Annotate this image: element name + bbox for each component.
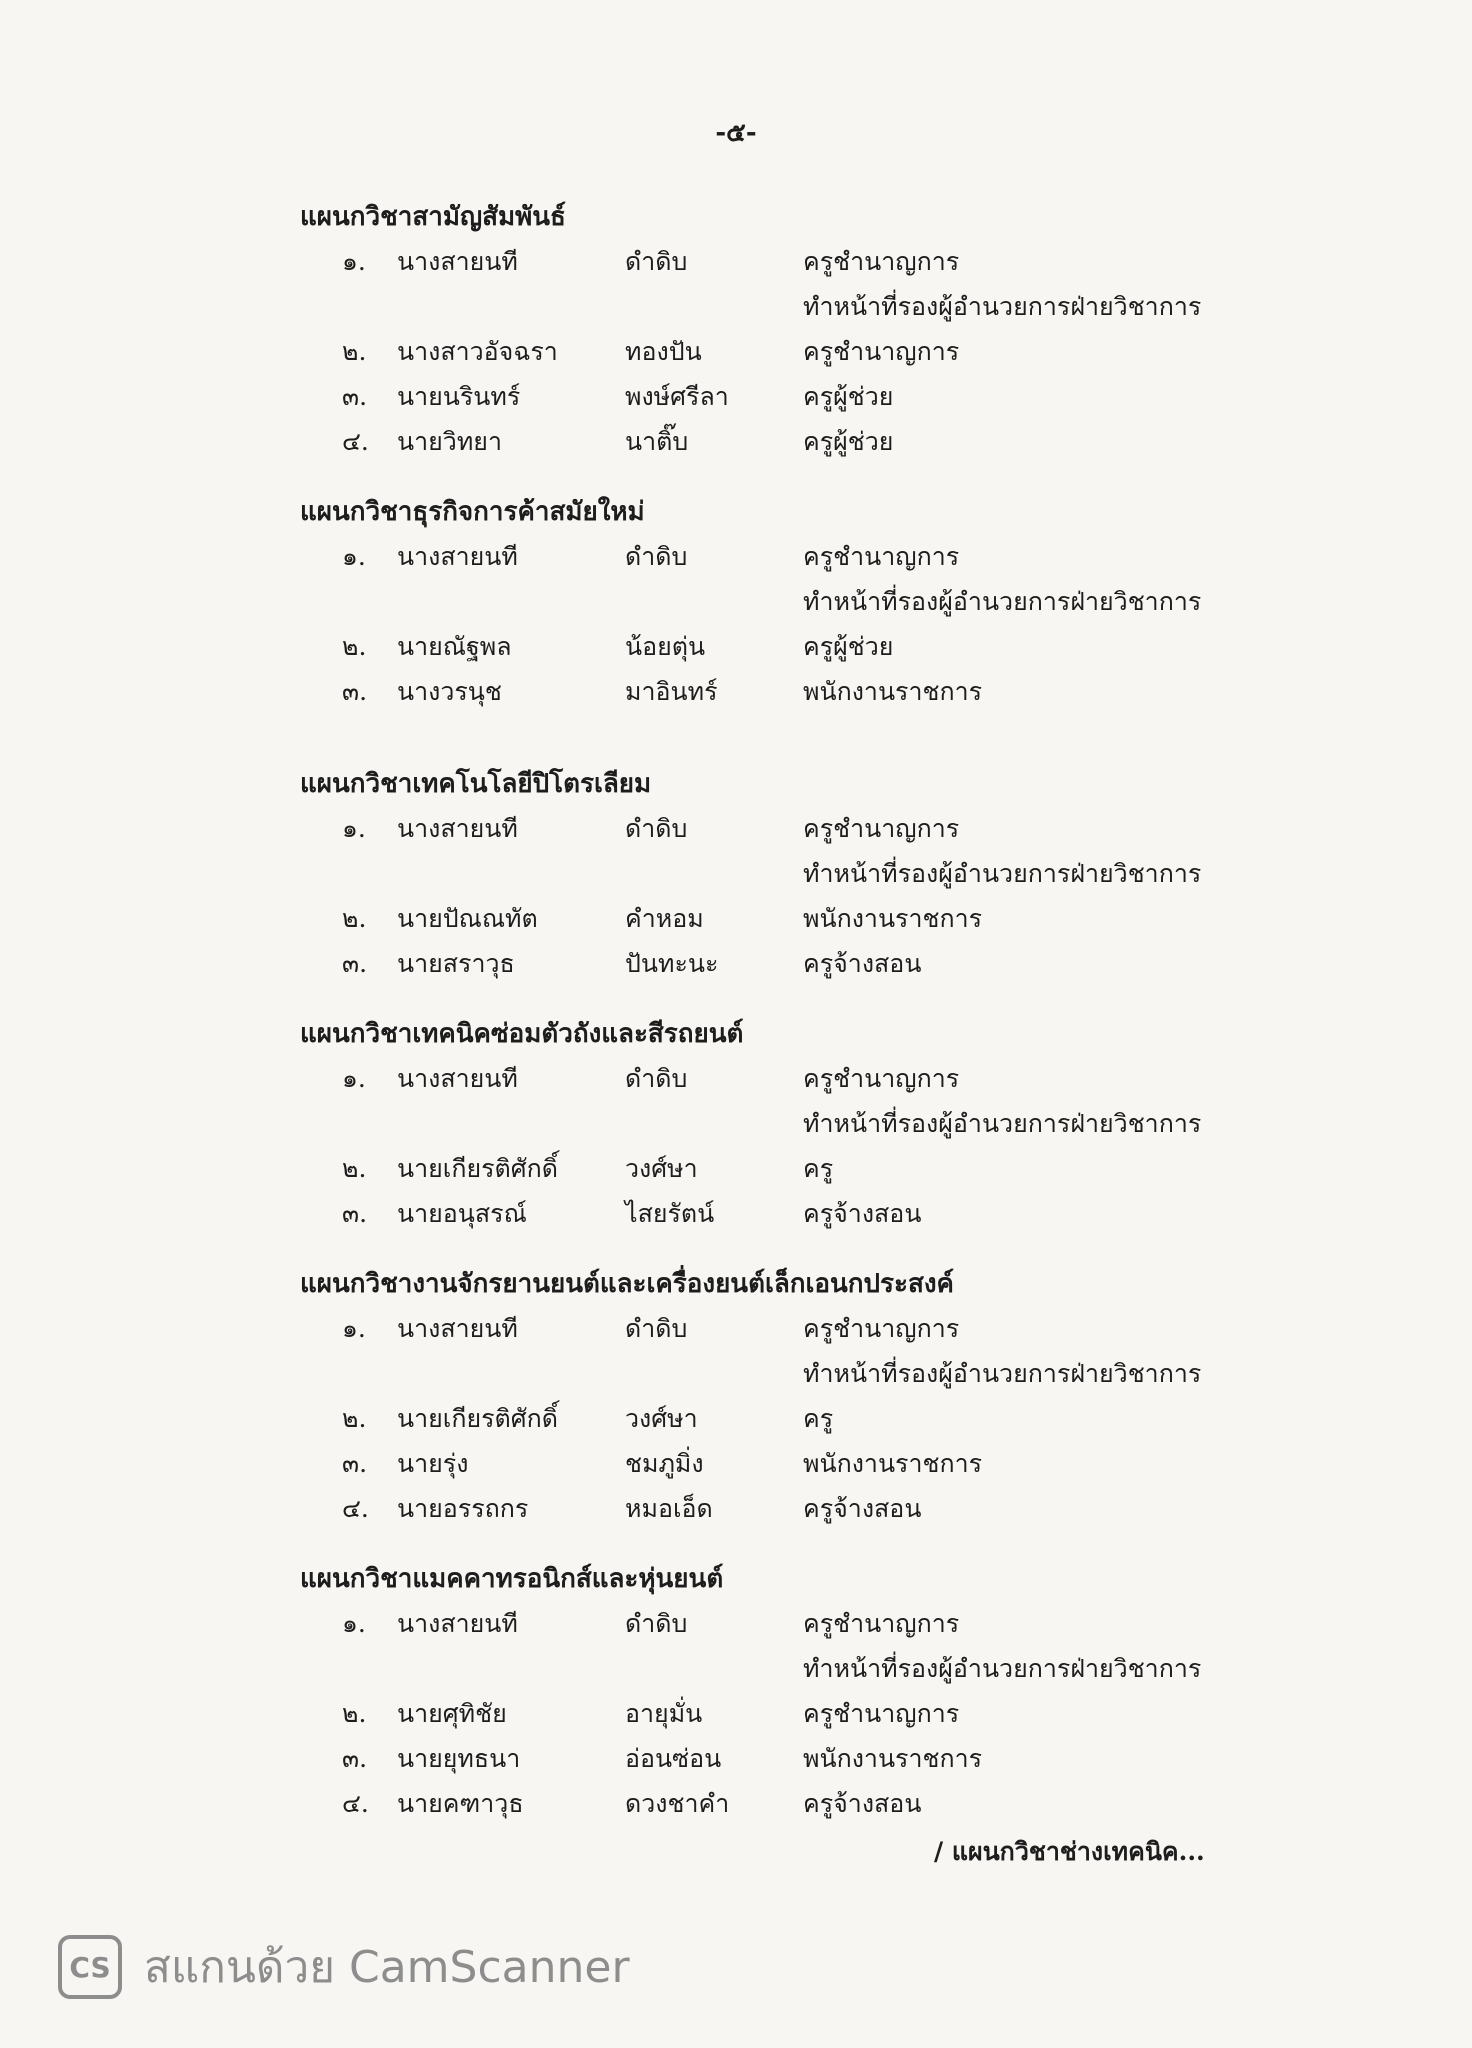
- member-last-name: ทองปัน: [625, 337, 702, 366]
- member-position: ครูผู้ช่วย: [803, 632, 894, 661]
- member-row: [300, 896, 1280, 941]
- member-position: ครูชำนาญการ: [803, 247, 960, 276]
- member-last-name: หมอเอ็ด: [625, 1494, 713, 1523]
- member-last-name: อ่อนซ่อน: [625, 1744, 722, 1773]
- member-number: ๑.: [342, 1609, 366, 1638]
- member-number: ๒.: [342, 904, 367, 933]
- member-number: ๓.: [342, 1449, 368, 1478]
- member-last-name: ดำดิบ: [625, 542, 688, 571]
- member-row: [300, 1736, 1280, 1781]
- member-last-name: ชมภูมิ่ง: [625, 1449, 704, 1478]
- member-row: [300, 1306, 1280, 1351]
- member-first-name: นายรุ่ง: [397, 1449, 469, 1478]
- member-number: ๑.: [342, 542, 366, 571]
- department-section: [300, 1262, 1280, 1531]
- department-title: แผนกวิชาสามัญสัมพันธ์: [300, 202, 566, 232]
- member-number: ๓.: [342, 1199, 368, 1228]
- member-position: พนักงานราชการ: [803, 677, 983, 706]
- member-first-name: นายอนุสรณ์: [397, 1199, 527, 1228]
- continuation-note: / แผนกวิชาช่างเทคนิค...: [934, 1837, 1205, 1866]
- member-number: ๓.: [342, 382, 368, 411]
- member-number: ๓.: [342, 949, 368, 978]
- member-first-name: นายเกียรติศักดิ์: [397, 1404, 559, 1433]
- member-row: [300, 329, 1280, 374]
- member-number: ๒.: [342, 1154, 367, 1183]
- member-position: ครูผู้ช่วย: [803, 382, 894, 411]
- member-first-name: นายสราวุธ: [397, 949, 515, 978]
- member-last-name: ปันทะนะ: [625, 949, 719, 978]
- member-number: ๒.: [342, 632, 367, 661]
- member-row: [300, 239, 1280, 284]
- member-first-name: นายเกียรติศักดิ์: [397, 1154, 559, 1183]
- department-title: แผนกวิชางานจักรยานยนต์และเครื่องยนต์เล็กเอนกประสงค์: [300, 1269, 954, 1299]
- member-row: [300, 1781, 1280, 1826]
- member-position: พนักงานราชการ: [803, 1449, 983, 1478]
- department-title: แผนกวิชาแมคคาทรอนิกส์และหุ่นยนต์: [300, 1564, 724, 1594]
- member-first-name: นางวรนุช: [397, 677, 502, 706]
- member-number: ๒.: [342, 337, 367, 366]
- member-number: ๒.: [342, 1699, 367, 1728]
- member-first-name: นายวิทยา: [397, 427, 502, 456]
- member-position: ครูชำนาญการ: [803, 1699, 960, 1728]
- member-row: [300, 806, 1280, 851]
- member-first-name: นางสายนที: [397, 247, 518, 276]
- member-row: [300, 534, 1280, 579]
- member-number: ๔.: [342, 1789, 369, 1818]
- member-number: ๓.: [342, 1744, 368, 1773]
- member-row: [300, 1056, 1280, 1101]
- watermark-text: สแกนด้วย CamScanner: [144, 1942, 630, 1993]
- member-first-name: นางสาวอัจฉรา: [397, 337, 558, 366]
- department-title: แผนกวิชาเทคโนโลยีปิโตรเลียม: [300, 769, 652, 799]
- member-first-name: นายณัฐพล: [397, 632, 512, 661]
- camscanner-watermark: [58, 1932, 630, 2002]
- member-row: [300, 1691, 1280, 1736]
- department-title: แผนกวิชาเทคนิคซ่อมตัวถังและสีรถยนต์: [300, 1019, 744, 1049]
- member-first-name: นางสายนที: [397, 1064, 518, 1093]
- member-duty-line: ทำหน้าที่รองผู้อำนวยการฝ่ายวิชาการ: [803, 1654, 1202, 1683]
- member-number: ๑.: [342, 1064, 366, 1093]
- member-position: ครู: [803, 1154, 834, 1183]
- member-position: ครู: [803, 1404, 834, 1433]
- member-duty-line: ทำหน้าที่รองผู้อำนวยการฝ่ายวิชาการ: [803, 292, 1202, 321]
- department-section: [300, 1557, 1280, 1826]
- member-last-name: ดำดิบ: [625, 814, 688, 843]
- member-number: ๔.: [342, 1494, 369, 1523]
- member-row: [300, 941, 1280, 986]
- member-last-name: คำหอม: [625, 904, 704, 933]
- member-row: [300, 669, 1280, 714]
- member-row: [300, 1191, 1280, 1236]
- member-first-name: นายนรินทร์: [397, 382, 521, 411]
- member-position: ครูชำนาญการ: [803, 542, 960, 571]
- department-section: [300, 762, 1280, 986]
- camscanner-logo-icon: CS: [58, 1935, 122, 1999]
- member-last-name: ดวงชาคำ: [625, 1789, 730, 1818]
- member-row: [300, 1486, 1280, 1531]
- document-body: [300, 195, 1280, 1852]
- page-number: -๕-: [715, 118, 757, 148]
- member-first-name: นางสายนที: [397, 542, 518, 571]
- member-position: ครูจ้างสอน: [803, 1494, 922, 1523]
- member-row: [300, 374, 1280, 419]
- member-row: [300, 1441, 1280, 1486]
- member-position: ครูผู้ช่วย: [803, 427, 894, 456]
- member-first-name: นางสายนที: [397, 814, 518, 843]
- member-position: ครูชำนาญการ: [803, 1064, 960, 1093]
- member-position: ครูจ้างสอน: [803, 949, 922, 978]
- member-first-name: นางสายนที: [397, 1314, 518, 1343]
- member-last-name: นาติ๊บ: [625, 427, 689, 456]
- member-last-name: วงศ์ษา: [625, 1404, 698, 1433]
- member-position: ครูชำนาญการ: [803, 1609, 960, 1638]
- member-duty-line: ทำหน้าที่รองผู้อำนวยการฝ่ายวิชาการ: [803, 1109, 1202, 1138]
- department-title: แผนกวิชาธุรกิจการค้าสมัยใหม่: [300, 497, 645, 527]
- department-section: [300, 1012, 1280, 1236]
- member-row: [300, 1396, 1280, 1441]
- member-last-name: ดำดิบ: [625, 1314, 688, 1343]
- member-last-name: ไสยรัตน์: [625, 1199, 715, 1228]
- member-number: ๑.: [342, 247, 366, 276]
- member-last-name: อายุมั่น: [625, 1699, 703, 1728]
- member-position: ครูชำนาญการ: [803, 1314, 960, 1343]
- member-first-name: นางสายนที: [397, 1609, 518, 1638]
- member-duty-line: ทำหน้าที่รองผู้อำนวยการฝ่ายวิชาการ: [803, 1359, 1202, 1388]
- member-last-name: ดำดิบ: [625, 247, 688, 276]
- department-section: [300, 195, 1280, 464]
- member-number: ๔.: [342, 427, 369, 456]
- member-first-name: นายยุทธนา: [397, 1744, 521, 1773]
- member-duty-line: ทำหน้าที่รองผู้อำนวยการฝ่ายวิชาการ: [803, 587, 1202, 616]
- member-first-name: นายอรรถกร: [397, 1494, 529, 1523]
- member-position: ครูชำนาญการ: [803, 337, 960, 366]
- member-number: ๑.: [342, 814, 366, 843]
- member-last-name: พงษ์ศรีลา: [625, 382, 729, 411]
- member-position: พนักงานราชการ: [803, 1744, 983, 1773]
- member-number: ๓.: [342, 677, 368, 706]
- member-number: ๒.: [342, 1404, 367, 1433]
- member-first-name: นายคฑาวุธ: [397, 1789, 524, 1818]
- member-last-name: ดำดิบ: [625, 1064, 688, 1093]
- member-position: ครูจ้างสอน: [803, 1199, 922, 1228]
- member-number: ๑.: [342, 1314, 366, 1343]
- member-first-name: นายศุทิชัย: [397, 1699, 507, 1728]
- member-row: [300, 1601, 1280, 1646]
- member-position: ครูชำนาญการ: [803, 814, 960, 843]
- member-last-name: วงศ์ษา: [625, 1154, 698, 1183]
- department-section: [300, 490, 1280, 714]
- member-row: [300, 419, 1280, 464]
- member-row: [300, 624, 1280, 669]
- member-last-name: มาอินทร์: [625, 677, 718, 706]
- member-position: พนักงานราชการ: [803, 904, 983, 933]
- member-position: ครูจ้างสอน: [803, 1789, 922, 1818]
- member-duty-line: ทำหน้าที่รองผู้อำนวยการฝ่ายวิชาการ: [803, 859, 1202, 888]
- member-last-name: ดำดิบ: [625, 1609, 688, 1638]
- member-first-name: นายปัณณทัต: [397, 904, 538, 933]
- member-last-name: น้อยตุ่น: [625, 632, 706, 661]
- member-row: [300, 1146, 1280, 1191]
